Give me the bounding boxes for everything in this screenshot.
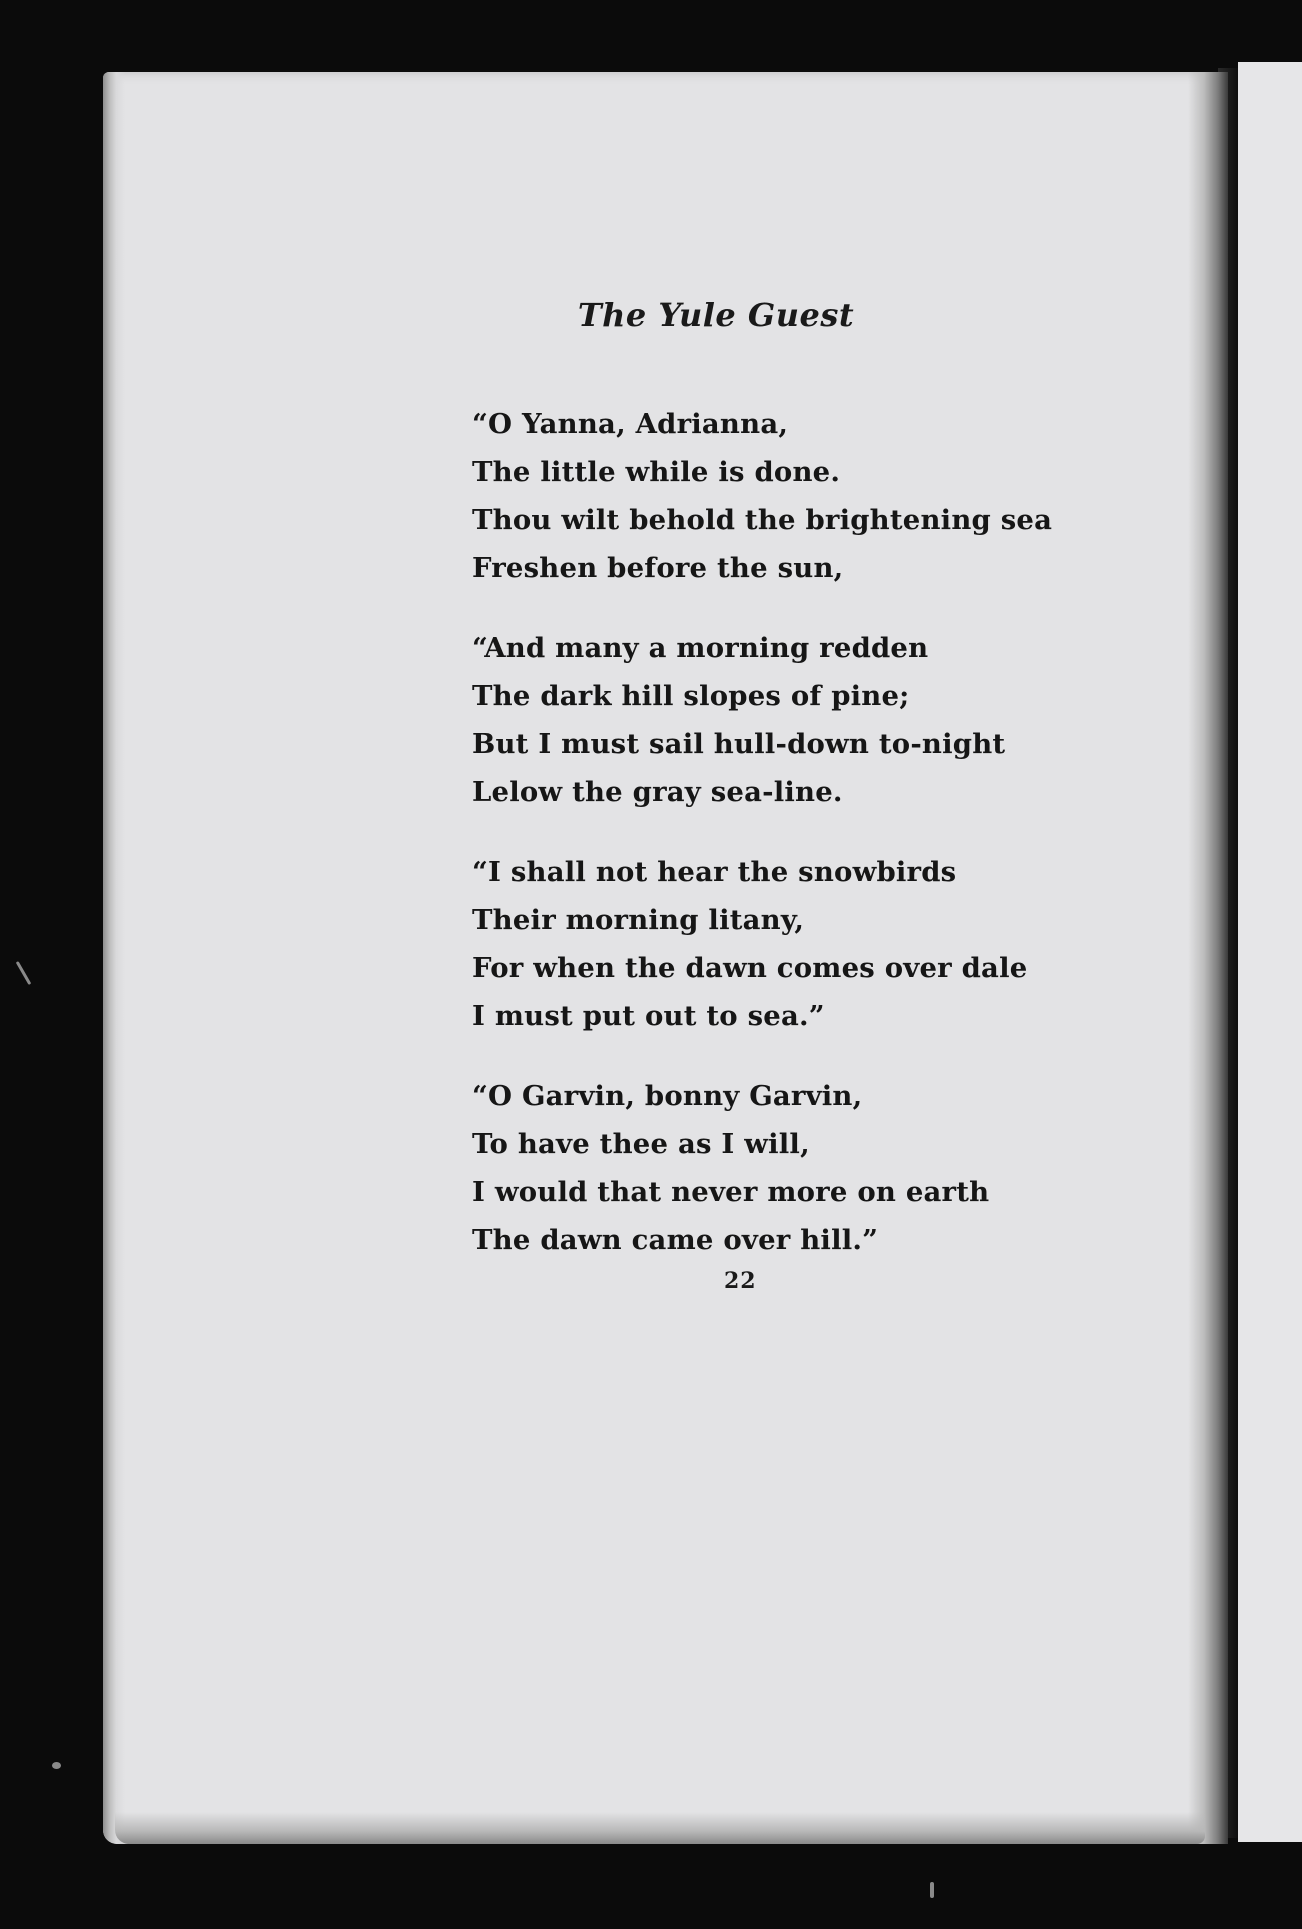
poem-line: “And many a morning redden [472, 632, 929, 664]
dust-speck [930, 1882, 934, 1898]
poem-line: I would that never more on earth [472, 1176, 990, 1208]
stanza-1 [472, 400, 1092, 592]
dust-speck [16, 961, 32, 985]
poem-line: I must put out to sea.” [472, 1000, 825, 1032]
page-number: 22 [724, 1268, 757, 1294]
page-left-edge-shadow [103, 72, 125, 1844]
poem-line: For when the dawn comes over dale [472, 952, 1028, 984]
dust-speck [52, 1762, 61, 1769]
stanza-3 [472, 848, 1092, 1040]
poem-line: The dawn came over hill.” [472, 1224, 879, 1256]
poem-body [472, 400, 1092, 1296]
stanza-4 [472, 1072, 1092, 1264]
poem-line: “O Yanna, Adrianna, [472, 408, 789, 440]
page-right-edge-shadow [1188, 72, 1228, 1844]
page-bottom-edge-shadow [115, 1812, 1205, 1844]
poem-line: Lelow the gray sea-line. [472, 776, 843, 808]
poem-line: But I must sail hull-down to-night [472, 728, 1006, 760]
poem-line: Thou wilt behold the brightening sea [472, 504, 1053, 536]
poem-line: “O Garvin, bonny Garvin, [472, 1080, 863, 1112]
poem-line: Their morning litany, [472, 904, 805, 936]
poem-line: Freshen before the sun, [472, 552, 844, 584]
poem-line: “I shall not hear the snowbirds [472, 856, 957, 888]
running-title: The Yule Guest [577, 296, 855, 334]
poem-line: To have thee as I will, [472, 1128, 810, 1160]
stanza-2 [472, 624, 1092, 816]
poem-line: The little while is done. [472, 456, 841, 488]
poem-line: The dark hill slopes of pine; [472, 680, 910, 712]
